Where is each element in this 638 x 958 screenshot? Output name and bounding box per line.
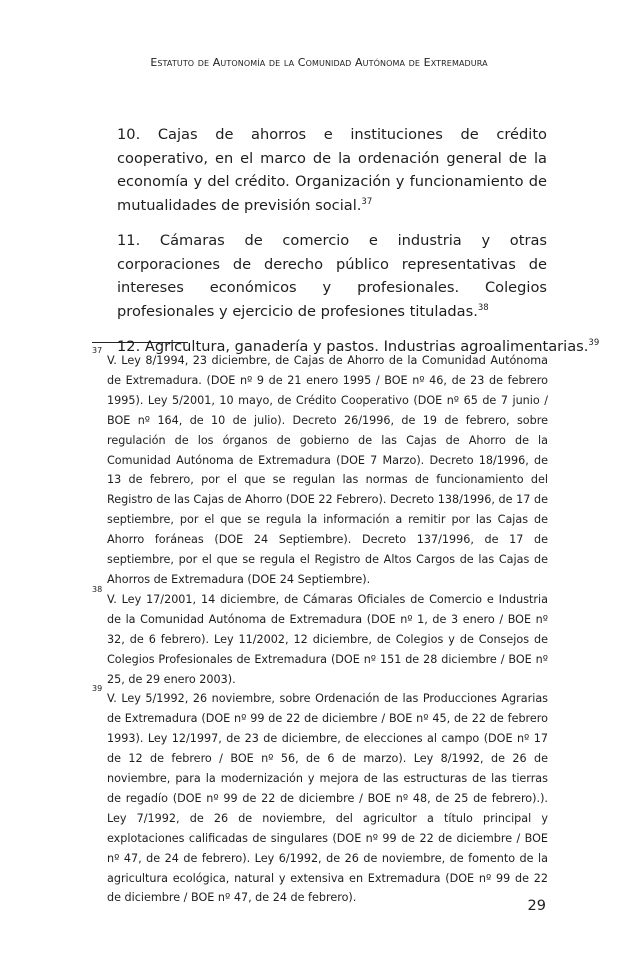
footnote-separator xyxy=(92,342,188,343)
footnote xyxy=(92,684,548,908)
page-number: 29 xyxy=(527,898,546,914)
footnote-text: V. Ley 8/1994, 23 diciembre, de Cajas de Ahorro de la Comunidad Autónoma de Extremadura. (DOE nº 9 de 21 enero 1995 / BOE nº 46, de 23 de febrero 1995). Ley 5/2001, 10 mayo, de Crédito Cooperativo (DOE nº 65 de 7 junio / BOE nº 164, de 10 de julio). Decreto 26/1996, de 19 de febrero, sobre regulación de los órganos de gobierno de las Cajas de Ahorro de la Comunidad Autónoma de Extremadura (DOE 7 Marzo). Decreto 18/1996, de 13 de febrero, por el que se regulan las normas de funcionamiento del Registro de las Cajas de Ahorro (DOE 22 Febrero). Decreto 138/1996, de 17 de septiembre, por el que se regula la información a remitir por las Cajas de Ahorro foráneas (DOE 24 Septiembre). Decreto 137/1996, de 17 de septiembre, por el que se regula el Registro de Altos Cargos de las Cajas de Ahorros de Extremadura (DOE 24 Septiembre). xyxy=(107,354,548,586)
footnote-text: V. Ley 17/2001, 14 diciembre, de Cámaras Oficiales de Comercio e Industria de la Comunidad Autónoma de Extremadura (DOE nº 1, de 3 enero / BOE nº 32, de 6 febrero). Ley 11/2002, 12 diciembre, de Colegios y de Consejos de Colegios Profesionales de Extremadura (DOE nº 151 de 28 diciembre / BOE nº 25, de 29 enero 2003). xyxy=(107,592,548,686)
article-item xyxy=(117,229,547,323)
footnote-ref[interactable]: 38 xyxy=(477,302,489,313)
running-header: Estatuto de Autonomía de la Comunidad Autónoma de Extremadura xyxy=(150,56,488,69)
footnote-number: 38 xyxy=(92,584,103,594)
footnote-number: 37 xyxy=(92,346,103,355)
article-item xyxy=(117,123,547,217)
item-text: 12. Agricultura, ganadería y pastos. Industrias agroalimentarias. xyxy=(117,338,589,355)
footnotes xyxy=(92,346,548,908)
footnote xyxy=(92,584,548,690)
article-body xyxy=(117,123,600,371)
footnote xyxy=(92,346,548,590)
footnote-ref[interactable]: 37 xyxy=(361,196,373,207)
item-text: 10. Cajas de ahorros e instituciones de crédito cooperativo, en el marco de la ordenación general de la economía y del crédito. Organización y funcionamiento de mutualidades de previsión social. xyxy=(117,126,547,214)
footnote-text: V. Ley 5/1992, 26 noviembre, sobre Ordenación de las Producciones Agrarias de Extremadura (DOE nº 99 de 22 de diciembre / BOE nº 45, de 22 de febrero 1993). Ley 12/1997, de 23 de diciembre, de elecciones al campo (DOE nº 17 de 12 de febrero / BOE nº 56, de 6 de marzo). Ley 8/1992, de 26 de noviembre, para la modernización y mejora de las estructuras de las tierras de regadío (DOE nº 99 de 22 de diciembre / BOE nº 48, de 25 de febrero).). Ley 7/1992, de 26 de noviembre, del agricultor a título principal y explotaciones calificadas de singulares (DOE nº 99 de 22 de diciembre / BOE nº 47, de 24 de febrero). Ley 6/1992, de 26 de noviembre, de fomento de la agricultura ecológica, natural y extensiva en Extremadura (DOE nº 99 de 22 de diciembre / BOE nº 47, de 24 de febrero). xyxy=(107,692,548,905)
footnote-number: 39 xyxy=(92,684,103,694)
footnote-ref[interactable]: 39 xyxy=(588,338,600,349)
item-text: 11. Cámaras de comercio e industria y otras corporaciones de derecho público representativas de intereses económicos y profesionales. Colegios profesionales y ejercicio de profesiones tituladas. xyxy=(117,232,547,320)
